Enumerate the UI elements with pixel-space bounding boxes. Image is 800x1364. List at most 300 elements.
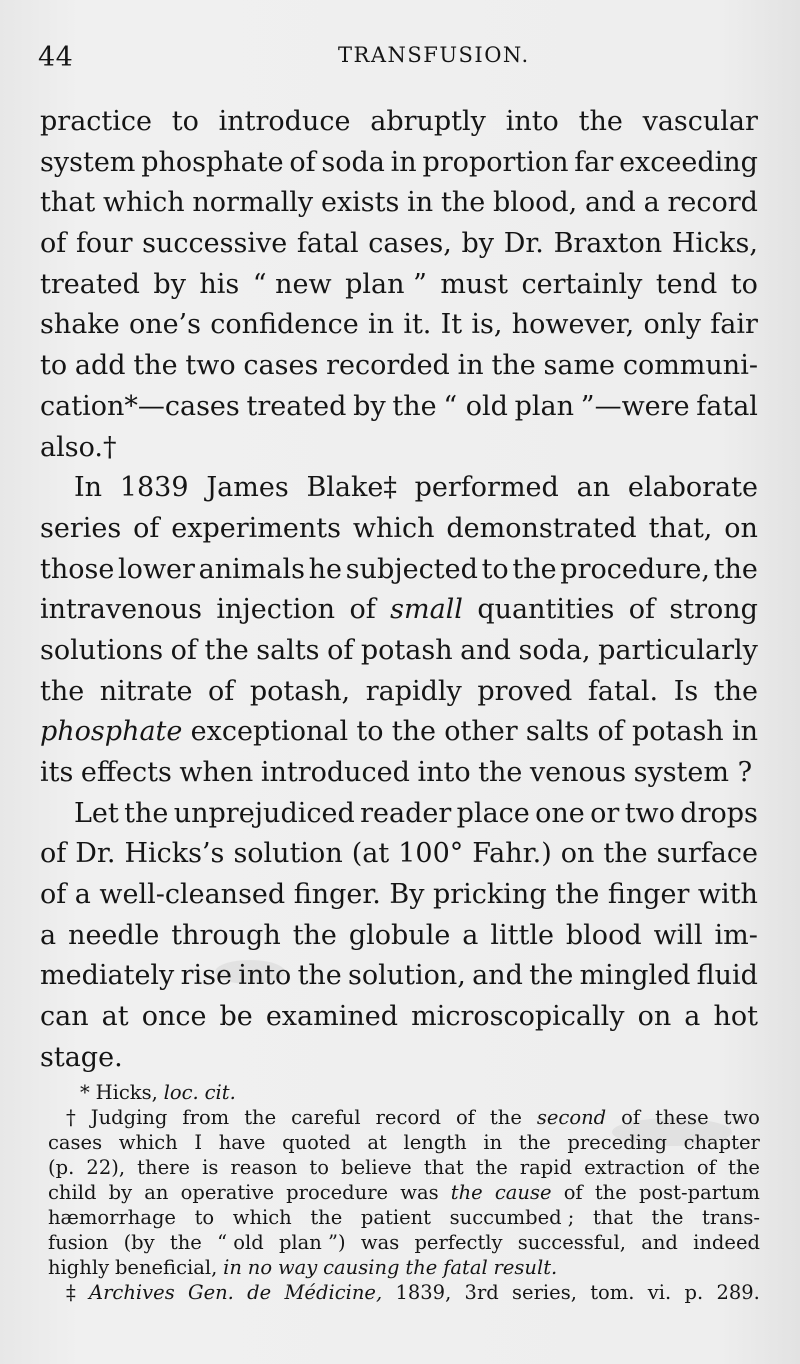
footnote-word: the xyxy=(169,1231,202,1254)
body-word: abruptly xyxy=(370,106,486,137)
footnote-word: to xyxy=(309,1156,329,1179)
body-word: introduced xyxy=(260,757,410,788)
body-word: of xyxy=(349,594,376,626)
body-word: cation*—cases xyxy=(40,390,240,422)
footnote-word: 289. xyxy=(716,1281,760,1304)
body-line xyxy=(40,509,758,550)
body-word: of xyxy=(133,512,160,544)
body-word: can xyxy=(40,1001,89,1033)
body-word: injection xyxy=(216,594,336,626)
footnote-word: which xyxy=(232,1206,292,1229)
body-word: of xyxy=(40,879,67,911)
body-word: proportion xyxy=(422,146,569,178)
body-word: Dr. xyxy=(75,838,116,870)
body-word: normally xyxy=(192,187,314,219)
body-line xyxy=(40,102,758,143)
body-word: It xyxy=(440,309,463,341)
footnote-word: 3rd xyxy=(464,1281,499,1304)
body-word: drops xyxy=(680,797,758,829)
footnote-word: cases xyxy=(48,1131,103,1154)
body-line xyxy=(40,794,758,835)
body-word: through xyxy=(171,919,281,951)
body-line xyxy=(40,753,758,794)
body-word: the xyxy=(555,879,600,911)
body-word: a xyxy=(40,919,57,951)
footnote-word: 22), xyxy=(86,1156,126,1179)
body-word: examined xyxy=(265,1001,399,1033)
body-word: the xyxy=(529,960,574,992)
footnote-word: I xyxy=(194,1131,203,1154)
body-word: will xyxy=(653,919,703,951)
footnote-word: p. xyxy=(684,1281,704,1304)
body-word: in xyxy=(731,716,758,748)
footnote-word: believe xyxy=(341,1156,412,1179)
body-line xyxy=(40,916,758,957)
body-word: is, xyxy=(471,309,503,341)
footnote-line xyxy=(48,1280,760,1305)
body-word: 1839 xyxy=(119,472,189,504)
footnote-word: trans- xyxy=(701,1206,760,1229)
footnote-word: Archives xyxy=(89,1281,175,1304)
body-word: the xyxy=(392,390,437,422)
body-word: the xyxy=(40,675,85,707)
body-word: globule xyxy=(348,919,451,951)
body-word: blood xyxy=(565,919,642,951)
body-word: needle xyxy=(68,919,160,951)
footnote-word: fusion xyxy=(48,1231,109,1254)
footnote-word: and xyxy=(641,1231,678,1254)
body-word: cases, xyxy=(368,228,452,260)
body-word: system ? xyxy=(633,757,753,788)
footnote-word: hæmorrhage xyxy=(48,1206,176,1229)
body-line xyxy=(40,956,758,997)
footnote-word: vi. xyxy=(647,1281,672,1304)
footnotes xyxy=(48,1080,760,1305)
footnote-word: Judging xyxy=(90,1106,168,1129)
footnote-word: Gen. xyxy=(188,1281,234,1304)
body-word: on xyxy=(724,512,758,544)
body-word: finger xyxy=(607,879,690,911)
body-word: elaborate xyxy=(627,472,758,504)
body-word: 100° xyxy=(398,838,464,870)
body-word: Hicks’s xyxy=(124,838,225,870)
body-word: far xyxy=(574,146,614,178)
footnote-word: loc. xyxy=(163,1081,199,1104)
body-word: must xyxy=(440,268,509,300)
body-line xyxy=(40,631,758,672)
footnote-word: was xyxy=(400,1181,439,1204)
body-word: by xyxy=(353,390,386,422)
body-word: recorded xyxy=(326,350,450,382)
body-word: surface xyxy=(656,838,758,870)
body-word: however, xyxy=(511,309,635,341)
footnote-word: the xyxy=(594,1181,627,1204)
footnote-word: highly xyxy=(48,1256,110,1279)
footnote-word: in xyxy=(223,1256,242,1279)
footnote-word: successful, xyxy=(517,1231,626,1254)
body-word: of xyxy=(628,594,655,626)
body-word: potash xyxy=(631,716,724,748)
body-word: and xyxy=(460,634,511,666)
footnote-word: which xyxy=(118,1131,178,1154)
body-word: little xyxy=(490,919,554,951)
body-word: By xyxy=(389,879,425,911)
body-line xyxy=(40,875,758,916)
body-word: pricking xyxy=(432,879,547,911)
footnote-word: an xyxy=(144,1181,169,1204)
body-word: confidence xyxy=(210,309,359,341)
footnote-word: (p. xyxy=(48,1156,75,1179)
footnote-word: length xyxy=(403,1131,467,1154)
footnote-line xyxy=(48,1230,760,1255)
running-title: TRANSFUSION. xyxy=(338,43,530,67)
footnote-word: was xyxy=(360,1231,400,1254)
body-word: the xyxy=(297,960,342,992)
body-word: vascular xyxy=(642,106,758,137)
body-word: of xyxy=(289,146,316,178)
body-word: on xyxy=(637,1001,672,1033)
footnote-word: these xyxy=(655,1106,709,1129)
footnote-word: “ old xyxy=(217,1231,264,1254)
body-word: introduce xyxy=(218,106,351,137)
body-word: the xyxy=(713,553,758,585)
body-word: tend xyxy=(655,268,718,300)
footnote-word: Médicine, xyxy=(284,1281,383,1304)
main-text xyxy=(40,102,758,1079)
footnote-word: patient xyxy=(360,1206,432,1229)
footnote-word: two xyxy=(723,1106,760,1129)
body-word: system xyxy=(40,146,136,178)
body-word: also.† xyxy=(40,431,117,463)
page-number: 44 xyxy=(38,42,74,73)
footnote-word: to xyxy=(194,1206,215,1229)
body-word: solution, xyxy=(348,960,466,992)
body-word: cases xyxy=(243,350,319,382)
footnote-word: the xyxy=(244,1106,277,1129)
body-word: two xyxy=(624,797,675,829)
body-word: treated xyxy=(40,268,140,300)
body-word: place xyxy=(456,797,530,829)
body-word: his xyxy=(199,268,240,300)
body-line xyxy=(40,590,758,631)
body-word: certainly xyxy=(521,268,643,300)
body-word: Is xyxy=(673,675,699,707)
body-word: microscopically xyxy=(411,1001,625,1033)
body-word: intravenous xyxy=(40,594,202,626)
body-word: rise xyxy=(180,960,232,992)
body-word: one xyxy=(535,797,585,829)
footnote-line xyxy=(48,1205,760,1230)
body-word: exceeding xyxy=(619,146,758,178)
footnote-word: the xyxy=(405,1256,438,1279)
footnote-word: by xyxy=(108,1181,133,1204)
body-word: plan ” xyxy=(345,268,427,300)
footnote-word: child xyxy=(48,1181,97,1204)
body-word: the xyxy=(440,187,486,219)
body-line xyxy=(40,834,758,875)
body-word: rapidly xyxy=(365,675,462,707)
footnote-word: have xyxy=(218,1131,266,1154)
body-word: well-cleansed xyxy=(99,879,286,911)
body-word: of xyxy=(597,716,624,748)
footnote-word: succumbed ; xyxy=(449,1206,575,1229)
body-word: subjected xyxy=(345,553,478,585)
body-word: and xyxy=(585,187,636,219)
body-word: in xyxy=(457,350,484,382)
footnote-word: rapid xyxy=(519,1156,573,1179)
footnote-word: that xyxy=(423,1156,464,1179)
body-word: particularly xyxy=(598,634,758,666)
footnote-word: operative xyxy=(180,1181,274,1204)
body-word: he xyxy=(308,553,343,585)
body-word: fluid xyxy=(696,960,758,992)
body-word: salts xyxy=(256,634,320,666)
footnote-word: in xyxy=(483,1131,503,1154)
footnote-word: series, xyxy=(512,1281,577,1304)
body-word: experiments xyxy=(171,512,341,544)
footnote-word: the xyxy=(518,1131,551,1154)
body-word: Let xyxy=(74,797,119,829)
body-word: record xyxy=(667,187,758,219)
body-word: ”—were xyxy=(580,390,690,422)
body-word: the xyxy=(578,106,623,137)
body-word: a xyxy=(462,919,479,951)
body-word: demonstrated xyxy=(446,512,637,544)
footnote-word: tom. xyxy=(590,1281,635,1304)
footnote-word: perfectly xyxy=(414,1231,503,1254)
footnote-word: plan ”) xyxy=(278,1231,346,1254)
body-line xyxy=(40,346,758,387)
footnote-word: of xyxy=(696,1156,716,1179)
footnote-word: reason xyxy=(230,1156,298,1179)
footnote-word: way xyxy=(277,1256,318,1279)
body-word: that xyxy=(40,187,96,219)
body-word: procedure, xyxy=(560,553,710,585)
body-word: mingled xyxy=(579,960,691,992)
footnote-word: record xyxy=(375,1106,441,1129)
footnote-word: the xyxy=(651,1206,684,1229)
body-word: fatal xyxy=(696,390,758,422)
body-line xyxy=(40,1038,758,1079)
body-word: in xyxy=(390,146,417,178)
footnote-line xyxy=(48,1080,760,1105)
body-word: blood, xyxy=(492,187,578,219)
footnote-word: is xyxy=(202,1156,219,1179)
body-word: a xyxy=(643,187,660,219)
body-word: potash xyxy=(360,634,453,666)
body-word: on xyxy=(560,838,595,870)
body-word: James xyxy=(206,472,289,504)
body-word: soda, xyxy=(518,634,591,666)
body-line xyxy=(40,550,758,591)
body-word: the xyxy=(713,675,758,707)
body-word: of xyxy=(327,634,354,666)
body-word: quantities xyxy=(477,594,615,626)
body-word: into xyxy=(505,106,559,137)
body-word: fair xyxy=(710,309,758,341)
body-word: four xyxy=(75,228,133,260)
body-word: to xyxy=(481,553,509,585)
body-line xyxy=(40,305,758,346)
body-word: salts xyxy=(525,716,590,748)
body-word: treated xyxy=(246,390,347,422)
footnote-line xyxy=(48,1255,760,1280)
footnote-word: † xyxy=(66,1106,76,1129)
body-word: practice xyxy=(40,106,152,137)
body-word: shake xyxy=(40,309,120,341)
body-word: or xyxy=(590,797,620,829)
body-word: the xyxy=(491,350,536,382)
body-word: successive xyxy=(142,228,288,260)
body-word: series xyxy=(40,512,122,544)
body-word: Fahr.) xyxy=(472,838,552,870)
body-line xyxy=(40,672,758,713)
footnote-word: second xyxy=(536,1106,607,1129)
footnote-word: of xyxy=(455,1106,475,1129)
body-word: in xyxy=(368,309,395,341)
footnote-word: there xyxy=(137,1156,190,1179)
footnote-word: cit. xyxy=(204,1081,236,1104)
body-word: Hicks, xyxy=(671,228,758,260)
body-word: “ new xyxy=(252,268,332,300)
body-word: potash, xyxy=(249,675,351,707)
body-word: only xyxy=(643,309,702,341)
body-word: of xyxy=(40,838,67,870)
footnote-line xyxy=(48,1155,760,1180)
body-word: same xyxy=(543,350,616,382)
body-word: an xyxy=(576,472,611,504)
body-word: “ old xyxy=(443,390,508,422)
body-word: plan xyxy=(514,390,575,422)
body-word: with xyxy=(697,879,758,911)
footnote-word: extraction xyxy=(584,1156,685,1179)
body-word: once xyxy=(141,1001,207,1033)
body-word: by xyxy=(461,228,495,260)
body-word: a xyxy=(74,879,91,911)
footnote-word: cause xyxy=(494,1181,552,1204)
body-word: which xyxy=(102,187,185,219)
footnote-word: the xyxy=(489,1106,522,1129)
body-word: to xyxy=(730,268,758,300)
footnote-word: at xyxy=(367,1131,387,1154)
body-word: the xyxy=(292,919,337,951)
body-word: other xyxy=(444,716,518,748)
body-word: mediately xyxy=(40,960,175,992)
body-word: performed xyxy=(414,472,559,504)
body-word: unprejudiced xyxy=(173,797,355,829)
body-word: its xyxy=(40,757,74,788)
body-word: phosphate xyxy=(40,716,183,748)
body-word: the xyxy=(124,797,169,829)
body-word: the xyxy=(133,350,178,382)
page-header xyxy=(38,36,762,76)
footnote-word: of xyxy=(563,1181,583,1204)
footnote-word: procedure xyxy=(286,1181,389,1204)
body-word: In xyxy=(74,472,103,504)
footnote-word: chapter xyxy=(683,1131,760,1154)
body-word: by xyxy=(153,268,186,300)
footnote-word: quoted xyxy=(282,1131,351,1154)
body-line xyxy=(40,428,758,469)
body-word: effects xyxy=(80,757,172,788)
body-word: the xyxy=(603,838,648,870)
footnote-word: the xyxy=(450,1181,483,1204)
footnote-word: (by xyxy=(123,1231,155,1254)
body-word: of xyxy=(40,228,67,260)
body-word: which xyxy=(352,512,435,544)
footnote-line xyxy=(48,1105,760,1130)
body-word: phosphate xyxy=(141,146,284,178)
body-word: at xyxy=(101,1001,129,1033)
footnote-word: indeed xyxy=(693,1231,760,1254)
body-line xyxy=(40,224,758,265)
body-word: animals xyxy=(198,553,305,585)
body-word: the xyxy=(478,757,523,788)
footnote-word: Hicks, xyxy=(95,1081,158,1104)
body-word: to xyxy=(40,350,68,382)
body-word: Dr. xyxy=(503,228,544,260)
body-word: a xyxy=(684,1001,701,1033)
footnote-word: the xyxy=(475,1156,508,1179)
footnote-word: no xyxy=(247,1256,273,1279)
body-word: small xyxy=(390,594,463,626)
body-word: exceptional xyxy=(190,716,349,748)
body-word: hot xyxy=(713,1001,758,1033)
body-word: reader xyxy=(360,797,452,829)
footnote-word: preceding xyxy=(567,1131,667,1154)
body-word: those xyxy=(40,553,115,585)
body-word: be xyxy=(219,1001,253,1033)
body-word: strong xyxy=(669,594,758,626)
body-word: the xyxy=(391,716,436,748)
footnote-word: ‡ xyxy=(66,1281,76,1304)
footnote-word: causing xyxy=(323,1256,400,1279)
footnote-word: careful xyxy=(291,1106,361,1129)
footnote-word: beneficial, xyxy=(114,1256,218,1279)
body-word: to xyxy=(171,106,199,137)
body-word: lower xyxy=(118,553,195,585)
footnote-word: 1839, xyxy=(395,1281,452,1304)
body-word: proved xyxy=(477,675,573,707)
body-word: im- xyxy=(714,919,758,951)
body-word: of xyxy=(170,634,197,666)
body-word: fatal xyxy=(296,228,359,260)
footnote-word: * xyxy=(80,1081,90,1104)
body-word: the xyxy=(204,634,249,666)
body-word: solution xyxy=(233,838,343,870)
body-word: (at xyxy=(351,838,390,870)
body-word: finger. xyxy=(293,879,381,911)
footnote-word: result. xyxy=(493,1256,558,1279)
body-word: to xyxy=(356,716,384,748)
body-word: exists xyxy=(320,187,400,219)
body-word: into xyxy=(238,960,292,992)
footnote-word: post-partum xyxy=(638,1181,760,1204)
body-word: and xyxy=(472,960,523,992)
body-word: in xyxy=(407,187,434,219)
footnote-word: from xyxy=(182,1106,230,1129)
footnote-word: the xyxy=(727,1156,760,1179)
footnote-word: fatal xyxy=(443,1256,488,1279)
body-line xyxy=(40,712,758,753)
footnote-word: the xyxy=(310,1206,343,1229)
body-word: stage. xyxy=(40,1041,123,1073)
body-word: Blake‡ xyxy=(306,472,397,504)
body-word: add xyxy=(74,350,126,382)
footnote-word: de xyxy=(247,1281,272,1304)
body-word: nitrate xyxy=(99,675,193,707)
footnote-word: of xyxy=(621,1106,641,1129)
